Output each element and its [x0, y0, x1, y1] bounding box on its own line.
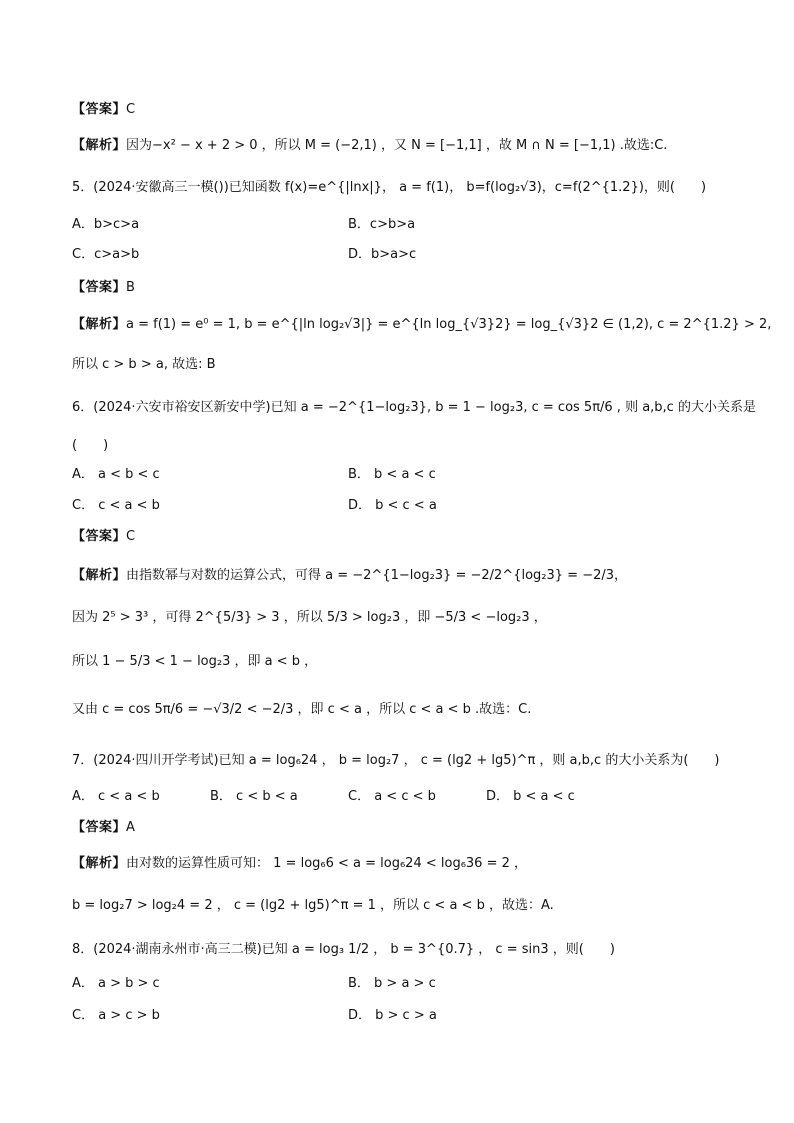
answer-label: 【答案】	[72, 820, 127, 835]
question-6-option-b[interactable]: B． b < a < c	[348, 467, 436, 482]
question-6-analysis-1	[72, 566, 627, 586]
question-5-option-d[interactable]: D．b>a>c	[348, 247, 417, 262]
question-5-analysis-2: 所以 c > b > a, 故选: B	[72, 357, 216, 372]
analysis-label: 【解析】	[72, 568, 127, 583]
question-6-option-d[interactable]: D． b < c < a	[348, 498, 437, 513]
answer-value: C	[126, 529, 136, 544]
analysis-label: 【解析】	[72, 856, 127, 871]
question-6-stem-paren: ( )	[72, 438, 109, 453]
question-7-option-b[interactable]: B． c < b < a	[210, 789, 298, 804]
analysis-label: 【解析】	[72, 317, 127, 332]
question-6-option-c[interactable]: C． c < a < b	[72, 498, 160, 513]
prev-analysis-line	[72, 136, 667, 156]
analysis-text: 因为−x² − x + 2 > 0 ，所以 M = (−2,1) ，又 N = [−1,1] ，故 M ∩ N = [−1,1) .故选:C.	[126, 138, 668, 153]
answer-label: 【答案】	[72, 280, 127, 295]
question-7-option-d[interactable]: D． b < a < c	[486, 789, 575, 804]
question-6-option-a[interactable]: A． a < b < c	[72, 467, 160, 482]
analysis-text: a = f(1) = e⁰ = 1, b = e^{|ln log₂√3|} = e^{ln log_{√3}2} = log_{√3}2 ∈ (1,2), c = 2^{1.2} > 2,	[126, 317, 772, 332]
question-8-option-a[interactable]: A． a > b > c	[72, 976, 160, 991]
analysis-label: 【解析】	[72, 138, 127, 153]
question-7-analysis-1	[72, 854, 527, 874]
question-6-answer	[72, 527, 135, 547]
question-7-analysis-2: b = log₂7 > log₂4 = 2 ， c = (lg2 + lg5)^π = 1 ，所以 c < a < b ，故选：A.	[72, 898, 554, 913]
prev-answer-line	[72, 100, 135, 120]
question-5-option-a[interactable]: A．b>c>a	[72, 217, 140, 232]
question-5-stem: 5．(2024·安徽高三一模())已知函数 f(x)=e^{|lnx|}， a = f(1)， b=f(log₂√3)，c=f(2^{1.2})，则( )	[72, 180, 707, 195]
question-6-analysis-3: 所以 1 − 5/3 < 1 − log₂3 ，即 a < b ，	[72, 654, 318, 669]
question-7-stem: 7．(2024·四川开学考试)已知 a = log₆24 ， b = log₂7 ， c = (lg2 + lg5)^π ，则 a,b,c 的大小关系为( )	[72, 753, 720, 768]
answer-label: 【答案】	[72, 529, 127, 544]
answer-value: A	[126, 820, 135, 835]
question-8-option-c[interactable]: C． a > c > b	[72, 1008, 160, 1023]
question-7-option-c[interactable]: C． a < c < b	[348, 789, 436, 804]
answer-value: C	[126, 102, 136, 117]
question-6-analysis-4: 又由 c = cos 5π/6 = −√3/2 < −2/3 ，即 c < a ，所以 c < a < b .故选：C.	[72, 702, 532, 717]
question-5-option-b[interactable]: B．c>b>a	[348, 217, 416, 232]
answer-value: B	[126, 280, 135, 295]
question-5-analysis-1	[72, 315, 771, 335]
question-5-option-c[interactable]: C．c>a>b	[72, 247, 140, 262]
question-5-answer	[72, 278, 135, 298]
question-8-option-b[interactable]: B． b > a > c	[348, 976, 436, 991]
question-6-analysis-2: 因为 2⁵ > 3³ ，可得 2^{5/3} > 3 ，所以 5/3 > log₂3 ，即 −5/3 < −log₂3 ，	[72, 610, 547, 625]
answer-label: 【答案】	[72, 102, 127, 117]
question-8-option-d[interactable]: D． b > c > a	[348, 1008, 437, 1023]
question-8-stem: 8．(2024·湖南永州市·高三二模)已知 a = log₃ 1/2 ， b = 3^{0.7} ， c = sin3 ，则( )	[72, 942, 615, 957]
analysis-text: 由指数幂与对数的运算公式，可得 a = −2^{1−log₂3} = −2/2^{log₂3} = −2/3，	[126, 568, 628, 583]
question-7-option-a[interactable]: A． c < a < b	[72, 789, 160, 804]
question-7-answer	[72, 818, 135, 838]
analysis-text: 由对数的运算性质可知： 1 = log₆6 < a = log₆24 < log₆36 = 2 ，	[126, 856, 528, 871]
question-6-stem: 6．(2024·六安市裕安区新安中学)已知 a = −2^{1−log₂3}, b = 1 − log₂3, c = cos 5π/6 , 则 a,b,c 的大小关系是	[72, 400, 756, 415]
